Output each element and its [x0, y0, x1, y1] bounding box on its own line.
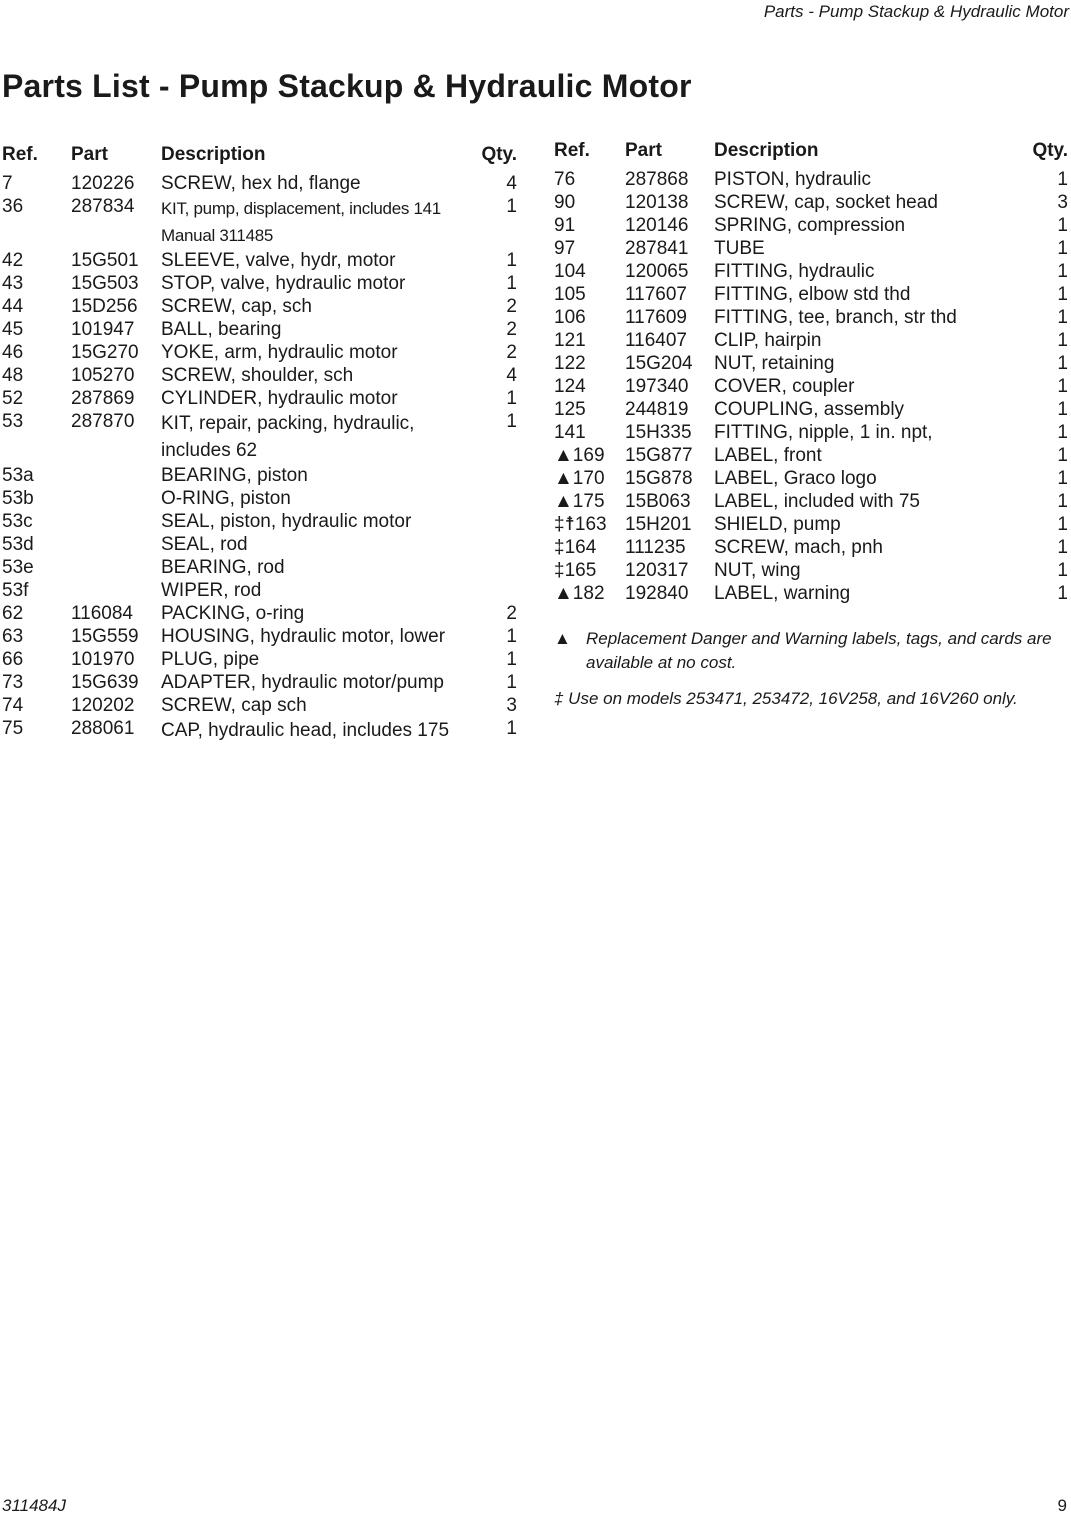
document-number: 311484J: [2, 1496, 66, 1515]
qty-cell: 1: [506, 649, 517, 670]
ref-cell: 53a: [2, 465, 34, 486]
table-row: [554, 490, 1068, 513]
part-cell: 15G877: [625, 445, 693, 466]
table-row: [2, 487, 517, 510]
qty-cell: [481, 464, 517, 487]
description-cell: KIT, pump, displacement, includes 141 Manual 311485: [161, 199, 441, 245]
qty-cell: 2: [506, 319, 517, 340]
part-cell: 287834: [71, 196, 135, 217]
table-row: [2, 533, 517, 556]
qty-cell: 2: [506, 603, 517, 624]
part-cell: 15G501: [71, 250, 139, 271]
footnote-models: [554, 687, 1068, 711]
qty-cell: 1: [1057, 583, 1068, 604]
part-cell: [71, 464, 161, 487]
part-cell: 120226: [71, 173, 135, 194]
qty-cell: 1: [1057, 215, 1068, 236]
description-cell: BALL, bearing: [161, 319, 282, 340]
part-cell: 15G639: [71, 672, 139, 693]
table-row: [554, 260, 1068, 283]
qty-cell: 1: [1057, 422, 1068, 443]
part-cell: 101947: [71, 319, 135, 340]
ref-cell: 42: [2, 250, 24, 271]
table-row: [2, 341, 517, 364]
qty-cell: [481, 510, 517, 533]
table-row: [2, 318, 517, 341]
description-cell: SCREW, cap, socket head: [714, 192, 938, 213]
ref-cell: 53f: [2, 580, 29, 601]
part-cell: 111235: [625, 537, 686, 558]
table-row: [2, 625, 517, 648]
qty-cell: 4: [506, 173, 517, 194]
qty-cell: 1: [506, 411, 517, 432]
table-row: [554, 237, 1068, 260]
table-row: [554, 398, 1068, 421]
description-cell: SPRING, compression: [714, 215, 906, 236]
ref-cell: 97: [554, 238, 576, 259]
page-number: 9: [1057, 1496, 1067, 1515]
ref-cell: 91: [554, 215, 576, 236]
part-cell: 244819: [625, 399, 689, 420]
ref-cell: 141: [554, 422, 586, 443]
description-cell: SEAL, rod: [161, 534, 248, 555]
description-cell: SCREW, mach, pnh: [714, 537, 883, 558]
description-cell: O-RING, piston: [161, 488, 291, 509]
column-header-qty: Qty.: [481, 144, 517, 165]
ref-cell: 121: [554, 330, 586, 351]
part-cell: [71, 533, 161, 556]
part-cell: 120138: [625, 192, 689, 213]
description-cell: LABEL, front: [714, 445, 822, 466]
ref-cell: 43: [2, 273, 24, 294]
qty-cell: 4: [506, 365, 517, 386]
part-cell: [71, 556, 161, 579]
ref-cell: 46: [2, 342, 24, 363]
description-cell: HOUSING, hydraulic motor, lower: [161, 626, 446, 647]
part-cell: 117607: [625, 284, 687, 305]
ref-cell: 125: [554, 399, 586, 420]
table-row: [2, 195, 517, 249]
table-row: [2, 579, 517, 602]
column-header-description: Description: [161, 144, 266, 165]
part-cell: 120146: [625, 215, 689, 236]
part-cell: 101970: [71, 649, 135, 670]
part-cell: 192840: [625, 583, 689, 604]
triangle-icon: ▲: [554, 629, 571, 648]
description-cell: LABEL, Graco logo: [714, 468, 877, 489]
column-header-part: Part: [625, 140, 662, 161]
part-cell: 116084: [71, 603, 133, 624]
table-row: [554, 536, 1068, 559]
qty-cell: 1: [1057, 169, 1068, 190]
column-header-qty: Qty.: [1032, 140, 1068, 161]
ref-cell: 48: [2, 365, 24, 386]
ref-cell: ▲182: [554, 583, 605, 604]
qty-cell: 3: [1057, 192, 1068, 213]
description-cell: LABEL, warning: [714, 583, 851, 604]
table-row: [554, 421, 1068, 444]
qty-cell: 3: [506, 695, 517, 716]
description-cell: KIT, repair, packing, hydraulic, includes 62: [161, 413, 415, 461]
ref-cell: 45: [2, 319, 24, 340]
footnote-text: Replacement Danger and Warning labels, tags, and cards are available at no cost.: [586, 629, 1052, 672]
table-row: [2, 249, 517, 272]
table-row: [2, 717, 517, 744]
ref-cell: 62: [2, 603, 24, 624]
qty-cell: [481, 533, 517, 556]
part-cell: 120065: [625, 261, 689, 282]
qty-cell: 1: [1057, 491, 1068, 512]
qty-cell: [481, 579, 517, 602]
ref-cell: 53b: [2, 488, 34, 509]
table-row: [554, 191, 1068, 214]
description-cell: CLIP, hairpin: [714, 330, 822, 351]
qty-cell: 1: [506, 273, 517, 294]
part-cell: 287870: [71, 411, 135, 432]
qty-cell: 1: [506, 718, 517, 739]
description-cell: FITTING, elbow std thd: [714, 284, 911, 305]
part-cell: 105270: [71, 365, 135, 386]
description-cell: NUT, wing: [714, 560, 801, 581]
qty-cell: 1: [506, 626, 517, 647]
column-header-ref: Ref.: [2, 144, 38, 165]
table-header-row: [554, 136, 1068, 168]
part-cell: 15G503: [71, 273, 139, 294]
part-cell: 287841: [625, 238, 689, 259]
description-cell: SCREW, cap, sch: [161, 296, 312, 317]
qty-cell: 1: [1057, 353, 1068, 374]
ref-cell: 73: [2, 672, 24, 693]
part-cell: 15G878: [625, 468, 693, 489]
ref-cell: 124: [554, 376, 586, 397]
ref-cell: 76: [554, 169, 576, 190]
parts-table-left: [2, 140, 517, 744]
table-row: [2, 272, 517, 295]
part-cell: [71, 487, 161, 510]
table-row: [2, 694, 517, 717]
ref-cell: ‡☨163: [554, 514, 607, 535]
description-cell: SCREW, cap sch: [161, 695, 307, 716]
description-cell: PACKING, o-ring: [161, 603, 305, 624]
table-row: [554, 306, 1068, 329]
table-row: [554, 559, 1068, 582]
table-row: [2, 295, 517, 318]
qty-cell: 1: [1057, 261, 1068, 282]
table-row: [554, 352, 1068, 375]
qty-cell: [481, 556, 517, 579]
qty-cell: 1: [1057, 376, 1068, 397]
table-row: [2, 387, 517, 410]
footnote-text: ‡ Use on models 253471, 253472, 16V258, and 16V260 only.: [554, 689, 1018, 708]
part-cell: 117609: [625, 307, 687, 328]
part-cell: 15G204: [625, 353, 693, 374]
description-cell: FITTING, nipple, 1 in. npt,: [714, 422, 933, 443]
qty-cell: 1: [1057, 238, 1068, 259]
ref-cell: 36: [2, 196, 24, 217]
description-cell: FITTING, hydraulic: [714, 261, 875, 282]
table-row: [554, 467, 1068, 490]
ref-cell: ▲170: [554, 468, 605, 489]
qty-cell: 1: [1057, 514, 1068, 535]
column-header-description: Description: [714, 140, 819, 161]
part-cell: 120317: [625, 560, 689, 581]
part-cell: 15D256: [71, 296, 138, 317]
ref-cell: 105: [554, 284, 586, 305]
table-row: [554, 214, 1068, 237]
table-row: [554, 329, 1068, 352]
qty-cell: 1: [1057, 560, 1068, 581]
running-header: Parts - Pump Stackup & Hydraulic Motor: [763, 2, 1069, 21]
table-row: [554, 513, 1068, 536]
table-row: [2, 556, 517, 579]
qty-cell: 1: [1057, 307, 1068, 328]
description-cell: TUBE: [714, 238, 765, 259]
description-cell: SCREW, shoulder, sch: [161, 365, 354, 386]
table-row: [554, 582, 1068, 605]
part-cell: 15G270: [71, 342, 139, 363]
ref-cell: 52: [2, 388, 24, 409]
column-header-ref: Ref.: [554, 140, 590, 161]
parts-table-right: [554, 136, 1068, 605]
description-cell: ADAPTER, hydraulic motor/pump: [161, 672, 444, 693]
table-row: [2, 510, 517, 533]
table-row: [554, 168, 1068, 191]
ref-cell: 44: [2, 296, 24, 317]
ref-cell: 122: [554, 353, 586, 374]
description-cell: SCREW, hex hd, flange: [161, 173, 361, 194]
part-cell: 287869: [71, 388, 135, 409]
part-cell: 15G559: [71, 626, 139, 647]
part-cell: 288061: [71, 718, 135, 739]
part-cell: 15B063: [625, 491, 691, 512]
table-row: [554, 444, 1068, 467]
qty-cell: 1: [1057, 330, 1068, 351]
table-row: [2, 648, 517, 671]
table-row: [2, 602, 517, 625]
qty-cell: 1: [1057, 468, 1068, 489]
part-cell: [71, 579, 161, 602]
description-cell: COVER, coupler: [714, 376, 855, 397]
description-cell: PISTON, hydraulic: [714, 169, 871, 190]
description-cell: CAP, hydraulic head, includes 175: [161, 720, 450, 741]
column-header-part: Part: [71, 144, 108, 165]
ref-cell: 104: [554, 261, 586, 282]
ref-cell: 53e: [2, 557, 34, 578]
table-row: [554, 283, 1068, 306]
description-cell: PLUG, pipe: [161, 649, 260, 670]
part-cell: 15H335: [625, 422, 692, 443]
description-cell: BEARING, piston: [161, 465, 308, 486]
description-cell: SHIELD, pump: [714, 514, 841, 535]
qty-cell: 1: [1057, 399, 1068, 420]
ref-cell: 7: [2, 173, 13, 194]
ref-cell: ‡164: [554, 537, 597, 558]
description-cell: LABEL, included with 75: [714, 491, 920, 512]
qty-cell: 1: [1057, 445, 1068, 466]
description-cell: FITTING, tee, branch, str thd: [714, 307, 957, 328]
description-cell: COUPLING, assembly: [714, 399, 905, 420]
description-cell: NUT, retaining: [714, 353, 835, 374]
qty-cell: 1: [1057, 284, 1068, 305]
table-row: [2, 364, 517, 387]
ref-cell: ▲175: [554, 491, 605, 512]
qty-cell: 2: [506, 342, 517, 363]
qty-cell: [481, 487, 517, 510]
part-cell: 120202: [71, 695, 135, 716]
ref-cell: 53c: [2, 511, 33, 532]
table-row: [2, 671, 517, 694]
ref-cell: 74: [2, 695, 24, 716]
table-row: [554, 375, 1068, 398]
qty-cell: 1: [506, 388, 517, 409]
qty-cell: 1: [1057, 537, 1068, 558]
table-row: [2, 410, 517, 464]
ref-cell: 90: [554, 192, 576, 213]
ref-cell: ‡165: [554, 560, 597, 581]
table-row: [2, 464, 517, 487]
description-cell: CYLINDER, hydraulic motor: [161, 388, 398, 409]
ref-cell: 63: [2, 626, 24, 647]
footnote-warning-labels: [554, 627, 1068, 675]
footnotes: [554, 627, 1068, 723]
table-row: [2, 172, 517, 195]
ref-cell: 106: [554, 307, 586, 328]
description-cell: BEARING, rod: [161, 557, 285, 578]
part-cell: 15H201: [625, 514, 692, 535]
page-title: Parts List - Pump Stackup & Hydraulic Motor: [2, 68, 692, 104]
qty-cell: 2: [506, 296, 517, 317]
part-cell: 287868: [625, 169, 689, 190]
ref-cell: 53d: [2, 534, 34, 555]
qty-cell: 1: [506, 672, 517, 693]
description-cell: STOP, valve, hydraulic motor: [161, 273, 406, 294]
part-cell: [71, 510, 161, 533]
part-cell: 197340: [625, 376, 689, 397]
description-cell: WIPER, rod: [161, 580, 262, 601]
description-cell: YOKE, arm, hydraulic motor: [161, 342, 398, 363]
ref-cell: 53: [2, 411, 24, 432]
description-cell: SLEEVE, valve, hydr, motor: [161, 250, 396, 271]
ref-cell: 66: [2, 649, 24, 670]
description-cell: SEAL, piston, hydraulic motor: [161, 511, 412, 532]
ref-cell: ▲169: [554, 445, 605, 466]
qty-cell: 1: [506, 196, 517, 217]
part-cell: 116407: [625, 330, 687, 351]
ref-cell: 75: [2, 718, 24, 739]
table-header-row: [2, 140, 517, 172]
qty-cell: 1: [506, 250, 517, 271]
